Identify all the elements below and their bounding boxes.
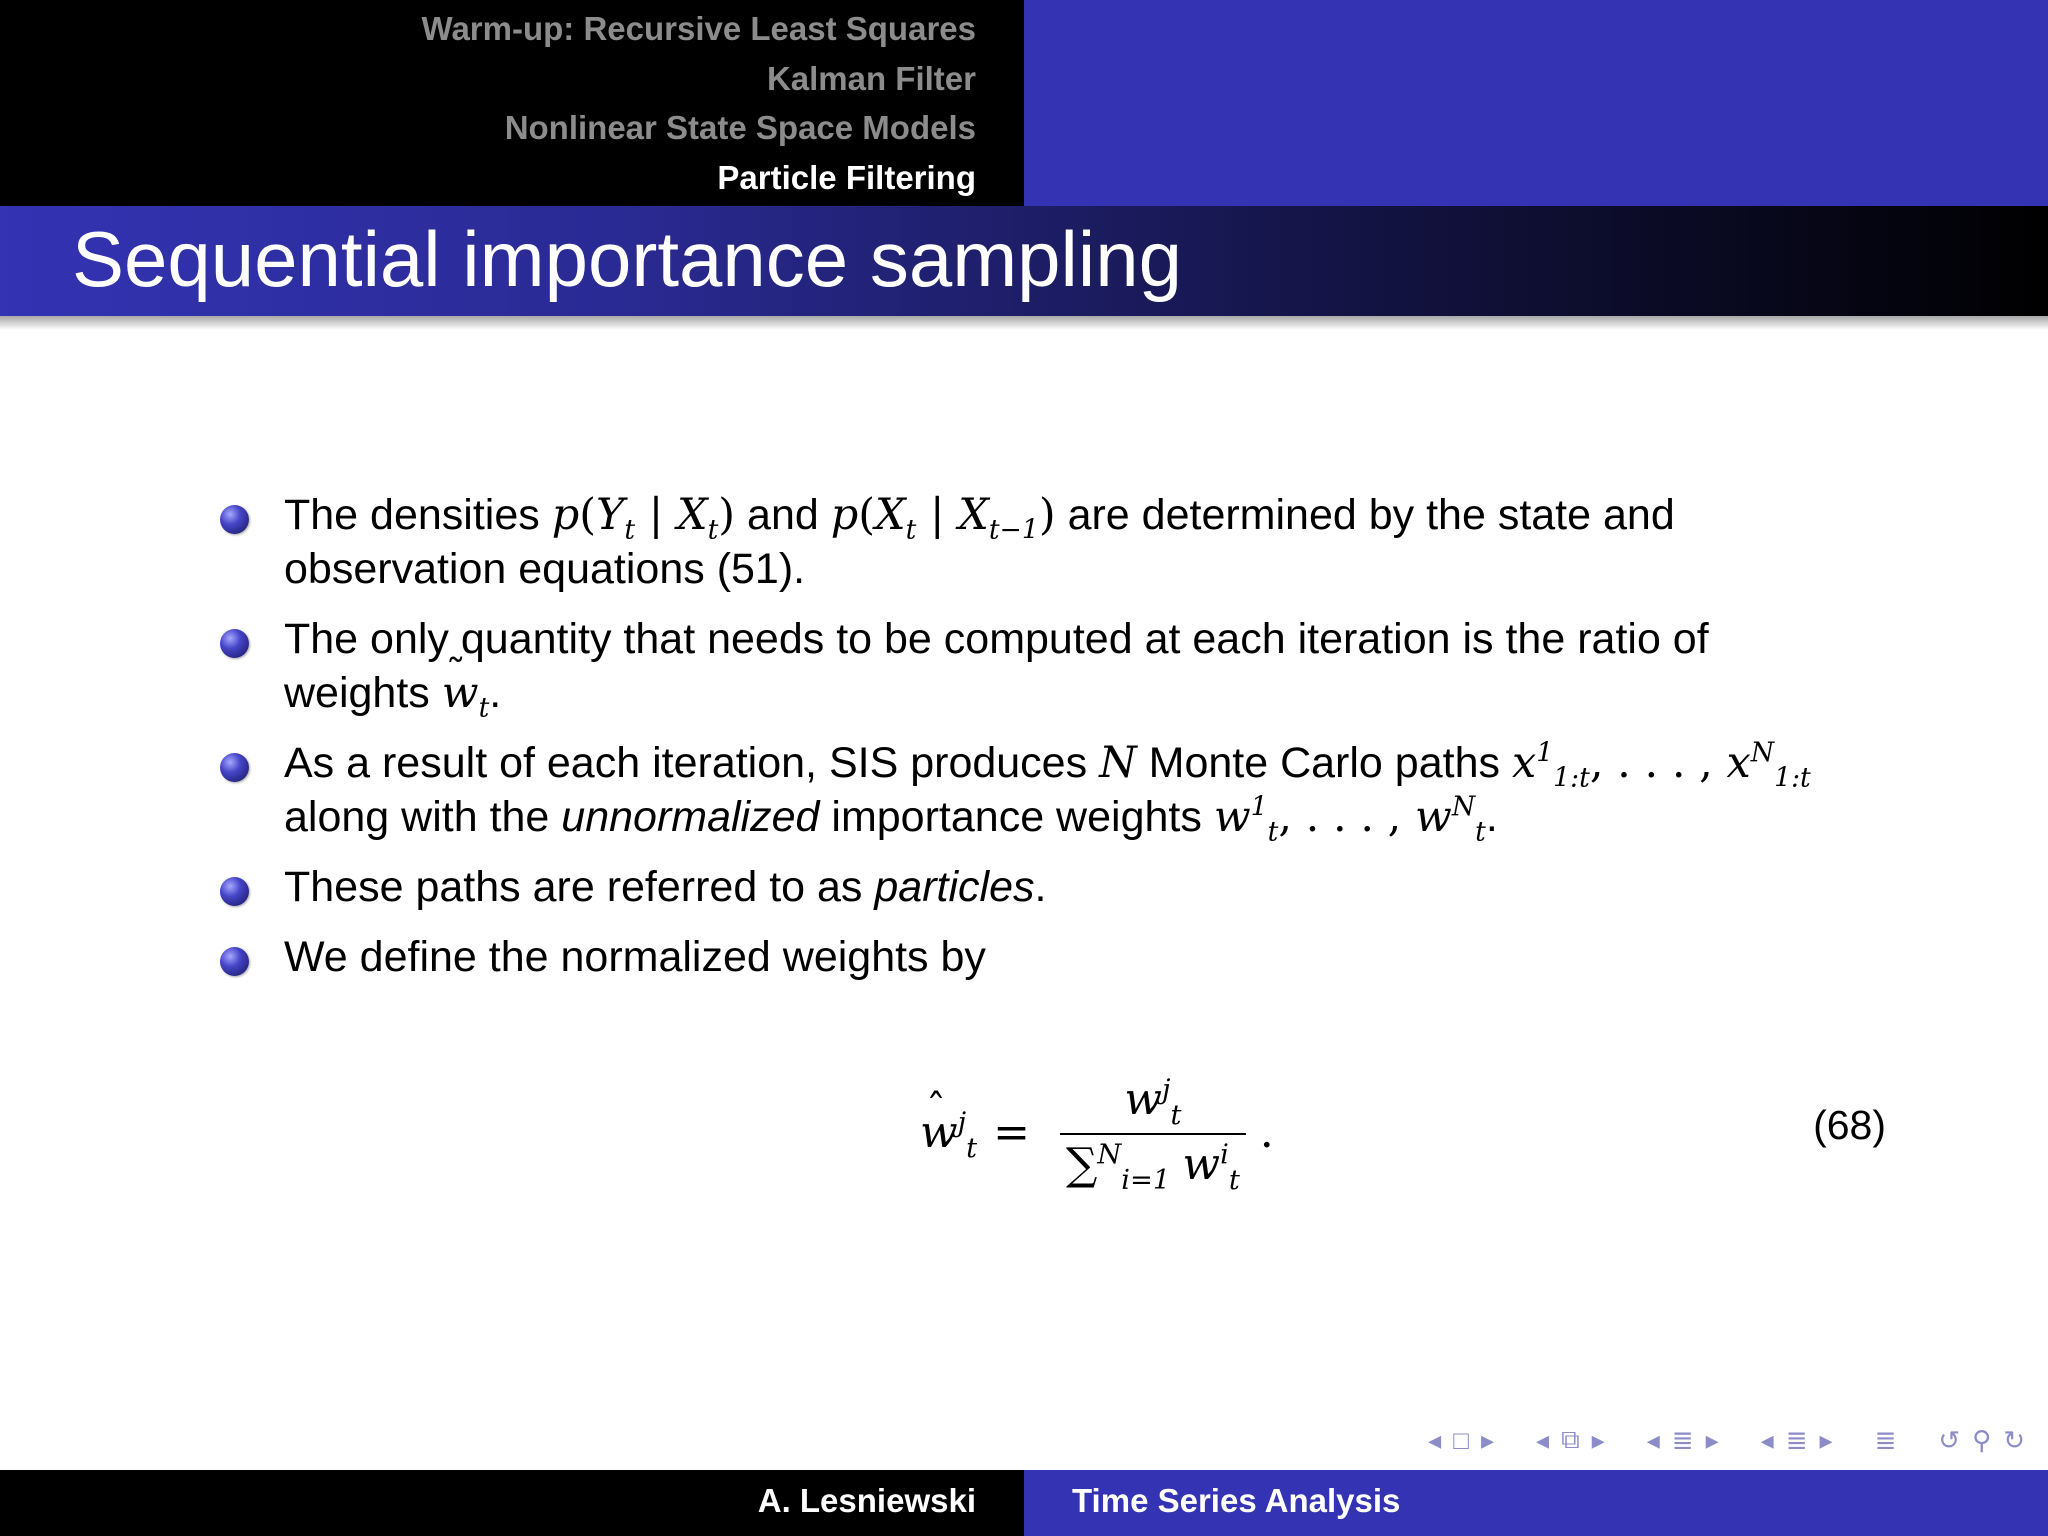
bullet-ratio-of-weights [216,612,1836,724]
bullet-text: importance weights [819,793,1214,841]
bullet-text: We define the normalized weights by [284,933,986,981]
math-w-tilde-t: ˜ $w_t$ [442,666,490,720]
nav-search-icon[interactable]: ⚲ [1972,1424,1992,1455]
fraction-numerator: $w^j_t$ [1124,1074,1182,1131]
nav-prev-doc-icon[interactable]: ◂ [1760,1424,1774,1455]
nav-prev-subsection-icon[interactable]: ◂ [1536,1424,1550,1455]
bullet-ball-icon [220,877,249,906]
nav-prev-section-icon[interactable]: ◂ [1646,1424,1660,1455]
nav-align-icon[interactable]: ≣ [1874,1424,1897,1455]
math-n: N [1099,738,1137,788]
math-w-hat: ˆ $w^j_t$ [920,1107,977,1158]
bullet-text: are determined by the state and observation equations (51). [284,491,1675,593]
bullet-ball-icon [220,505,249,534]
beamer-navigation [1425,1424,2028,1456]
normalized-weight-equation: ˆ $w^j_t$ = $\frac{w^j_t}{\sum^N_{i=1} w^i_t}$ . [920,1062,1274,1202]
frame-title-shadow [0,316,2048,330]
section-link-particle-filtering[interactable]: Particle Filtering [717,158,976,196]
nav-forward-icon[interactable]: ↻ [2003,1424,2025,1455]
math-p-x-given-xprev: p [830,490,859,540]
footer-author: A. Lesniewski [757,1482,976,1519]
frame-title: Sequential importance sampling [72,215,1182,303]
nav-next-subsection-icon[interactable]: ▸ [1591,1424,1605,1455]
header-right-panel [1024,0,2048,206]
bullet-text: . [1034,863,1047,911]
bullet-text: The densities [284,491,552,539]
equation-number: (68) [1813,1102,1886,1148]
nav-subsection-icon[interactable]: ⧉ [1561,1424,1580,1454]
footer-title: Time Series Analysis [1072,1482,1401,1519]
bullet-text: along with the [284,793,562,841]
bullet-text: . [1485,793,1498,841]
bullet-text: Monte Carlo paths [1136,739,1512,787]
bullet-text: As a result of each iteration, SIS produces [284,739,1100,787]
bullet-normalized-weights [216,930,1836,984]
nav-section-icon[interactable]: ≣ [1671,1424,1694,1455]
nav-next-frame-icon[interactable]: ▸ [1480,1424,1495,1455]
math-weights: $w^1_t$, . . . , $w^N_t$ [1213,791,1486,848]
nav-back-icon[interactable]: ↺ [1938,1424,1961,1455]
math-paths: $x^1_{1:t}$, . . . , $x^N_{1:t}$ [1511,737,1811,794]
bullet-ball-icon [220,753,249,782]
bullet-monte-carlo-paths [216,736,1836,848]
bullet-list [216,488,1836,1000]
nav-next-section-icon[interactable]: ▸ [1705,1424,1719,1455]
bullet-particles [216,860,1836,914]
math-p-y-given-x: p [551,490,580,540]
bullet-text: These paths are referred to as [284,863,875,911]
emphasis-particles: particles [874,863,1035,911]
nav-doc-icon[interactable]: ≣ [1785,1424,1808,1455]
bullet-ball-icon [220,947,249,976]
bullet-densities: The densities $p(Y_t$ | $X_t$) and $p(X_t$ | $X_{t-1}$) are determined by the state and observation equations (51). [216,488,1836,596]
fraction-denominator: ∑$^N_{i=1}$ $w^i_t$ [1065,1139,1240,1196]
section-link-rls[interactable]: Warm-up: Recursive Least Squares [421,10,976,47]
bullet-ball-icon [220,629,249,658]
nav-prev-frame-icon[interactable]: ◂ [1428,1424,1442,1455]
section-navigation [422,0,976,202]
nav-frame-icon[interactable]: □ [1453,1424,1469,1455]
bullet-text: . [489,669,502,717]
bullet-text: The only quantity that needs to be computed at each iteration is the ratio of weights [284,615,1709,717]
bullet-text: and [735,491,831,539]
section-link-kalman[interactable]: Kalman Filter [766,59,976,97]
section-link-nonlinear[interactable]: Nonlinear State Space Models [504,109,976,146]
emphasis-unnormalized: unnormalized [561,793,820,841]
nav-next-doc-icon[interactable]: ▸ [1819,1424,1833,1455]
